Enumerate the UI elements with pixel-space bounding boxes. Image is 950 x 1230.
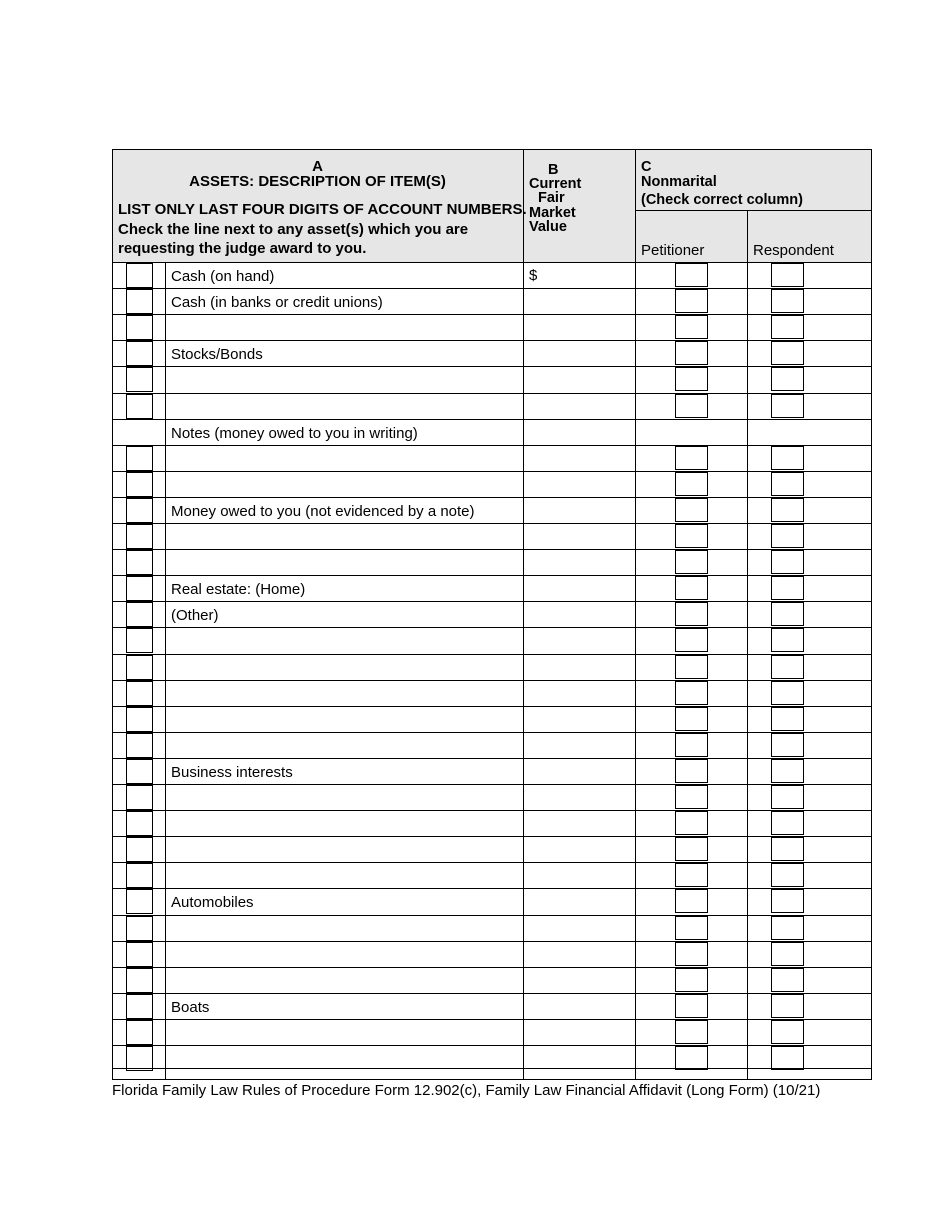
col-a-letter: A [312,158,323,175]
col-c-letter: C [641,159,652,175]
asset-description[interactable]: Real estate: (Home) [171,581,306,599]
col-a-instruction-1: LIST ONLY LAST FOUR DIGITS OF ACCOUNT NUMBERS. [118,201,527,218]
assets-table [112,149,872,1080]
col-b-value: Value [529,219,567,235]
asset-description[interactable]: Stocks/Bonds [171,346,263,364]
col-c-subtitle: (Check correct column) [641,192,803,208]
asset-description[interactable]: (Other) [171,607,219,625]
asset-description[interactable]: Boats [171,998,210,1016]
asset-description[interactable]: Money owed to you (not evidenced by a note) [171,502,475,520]
col-b-current: Current [529,176,582,192]
col-b-market: Market [529,205,576,221]
asset-description[interactable]: Cash (on hand) [171,268,275,285]
col-b-letter: B [548,162,559,178]
asset-value[interactable]: $ [529,267,538,284]
col-c-title: Nonmarital [641,174,717,190]
asset-description[interactable]: Notes (money owed to you in writing) [171,424,418,442]
respondent-column-label: Respondent [753,242,834,259]
asset-description[interactable]: Business interests [171,763,293,781]
col-a-instruction-2: Check the line next to any asset(s) which you are [118,221,469,238]
form-footer: Florida Family Law Rules of Procedure Form 12.902(c), Family Law Financial Affidavit (Long Form) (10/21) [112,1082,821,1099]
col-b-fair: Fair [538,190,565,206]
petitioner-column-label: Petitioner [641,242,705,259]
col-a-title: ASSETS: DESCRIPTION OF ITEM(S) [189,173,446,190]
asset-description[interactable]: Cash (in banks or credit unions) [171,294,383,312]
asset-description[interactable]: Automobiles [171,894,254,912]
table-border [112,149,872,1080]
col-a-instruction-3: requesting the judge award to you. [118,240,367,257]
